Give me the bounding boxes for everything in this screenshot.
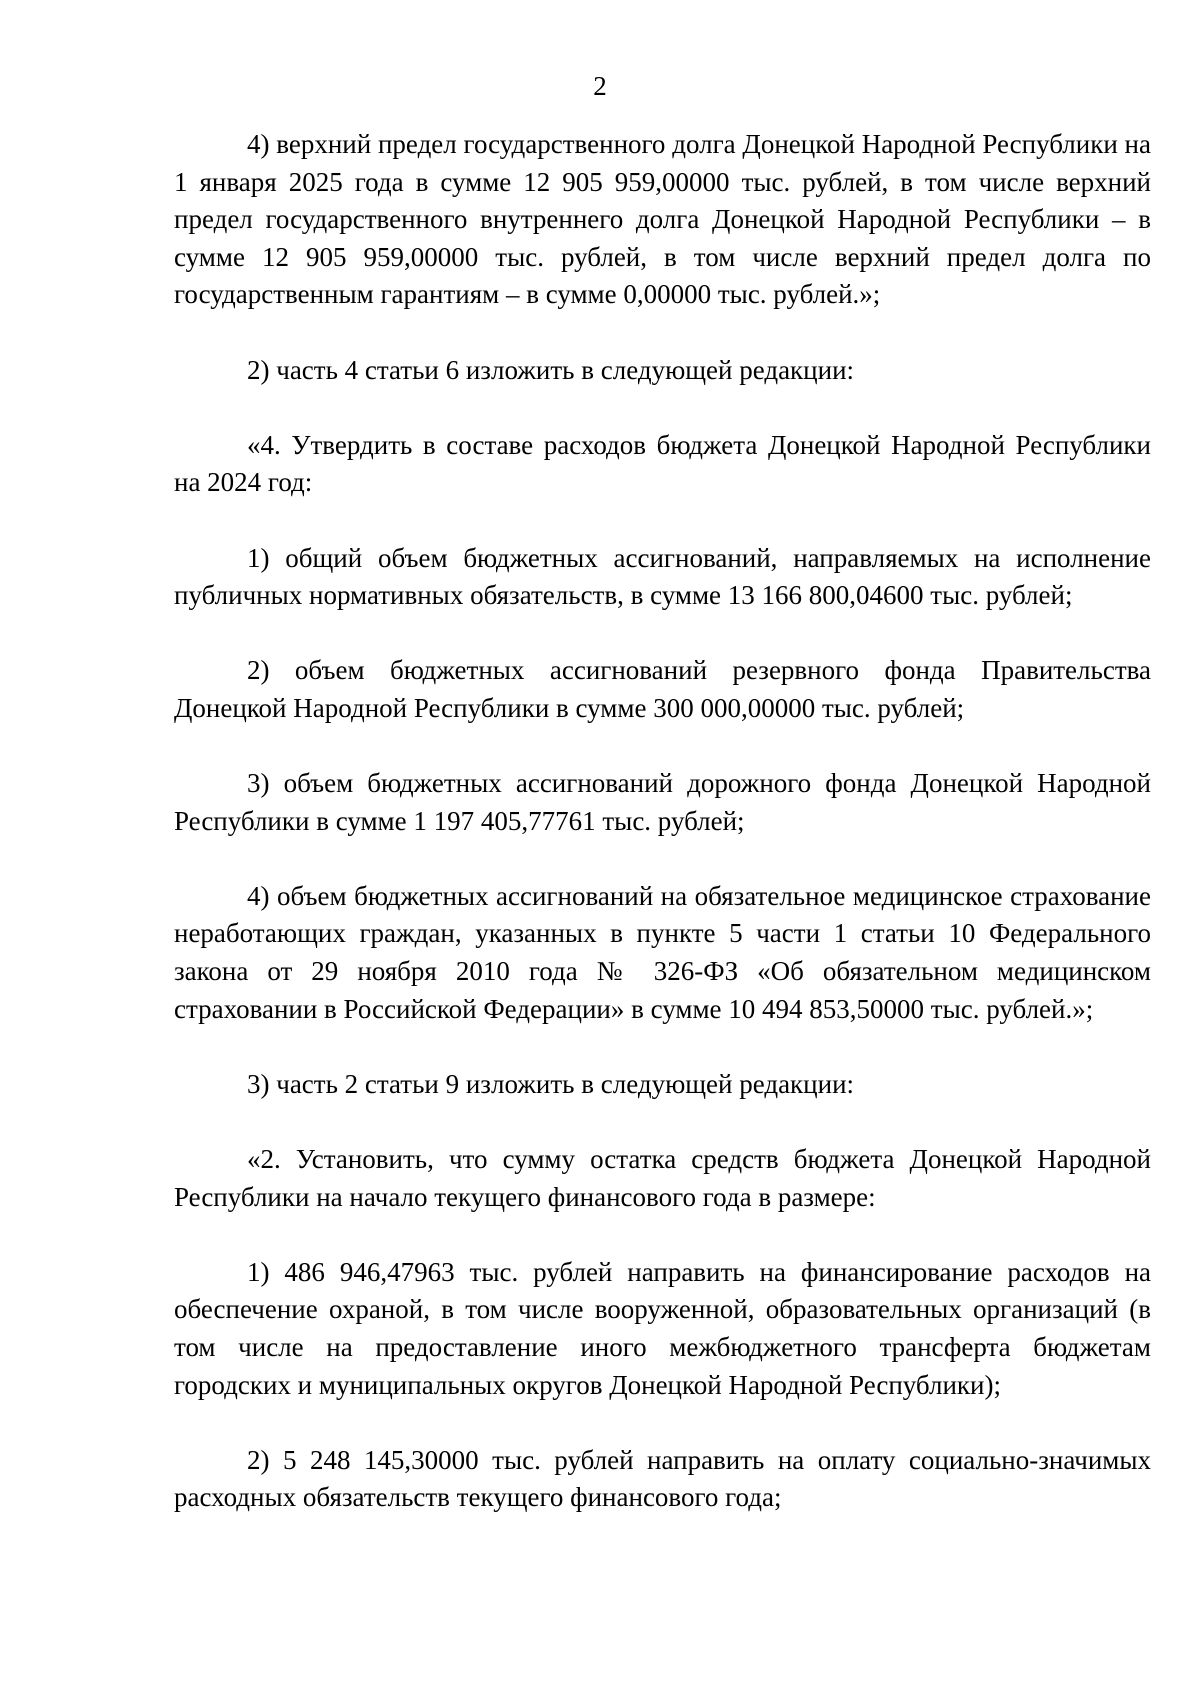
paragraph-security-funding: 1) 486 946,47963 тыс. рублей направить на финансирование расходов на обеспечение охраной, в том числе вооруженной, образовательных организаций (в том числе на предоставление иного межбюджетного трансферта бюджетам городских и муниципальных округов Донецкой Народной Республики); <box>174 1256 1151 1400</box>
document-body <box>174 126 1151 1517</box>
paragraph-amend-article-6: 2) часть 4 статьи 6 изложить в следующей редакции: <box>247 354 855 385</box>
paragraph-approve-expenses: «4. Утвердить в составе расходов бюджета Донецкой Народной Республики на 2024 год: <box>174 429 1151 498</box>
paragraph-debt-limit: 4) верхний предел государственного долга Донецкой Народной Республики на 1 января 2025 года в сумме 12 905 959,00000 тыс. рублей, в том числе верхний предел государственного внутреннего долга Донецкой Народной Республики – в сумме 12 905 959,00000 тыс. рублей, в том числе верхний предел долга по государственным гарантиям – в сумме 0,00000 тыс. рублей.»; <box>174 129 1151 310</box>
paragraph-balance-allocation: «2. Установить, что сумму остатка средств бюджета Донецкой Народной Республики на начало текущего финансового года в размере: <box>174 1144 1151 1212</box>
page-number: 2 <box>593 71 607 101</box>
paragraph-road-fund: 3) объем бюджетных ассигнований дорожного фонда Донецкой Народной Республики в сумме 1 197 405,77761 тыс. рублей; <box>174 768 1151 836</box>
paragraph-public-obligations: 1) общий объем бюджетных ассигнований, направляемых на исполнение публичных нормативных обязательств, в сумме 13 166 800,04600 тыс. рублей; <box>174 542 1151 611</box>
paragraph-medical-insurance: 4) объем бюджетных ассигнований на обязательное медицинское страхование неработающих граждан, указанных в пункте 5 части 1 статьи 10 Федерального закона от 29 ноября 2010 года № 326-ФЗ «Об обязательном медицинском страховании в Российской Федерации» в сумме 10 494 853,50000 тыс. рублей.»; <box>174 880 1151 1024</box>
paragraph-amend-article-9: 3) часть 2 статьи 9 изложить в следующей редакции: <box>247 1068 855 1099</box>
paragraph-social-obligations: 2) 5 248 145,30000 тыс. рублей направить на оплату социально-значимых расходных обязательств текущего финансового года; <box>174 1444 1151 1513</box>
paragraph-reserve-fund: 2) объем бюджетных ассигнований резервного фонда Правительства Донецкой Народной Республики в сумме 300 000,00000 тыс. рублей; <box>174 655 1151 723</box>
